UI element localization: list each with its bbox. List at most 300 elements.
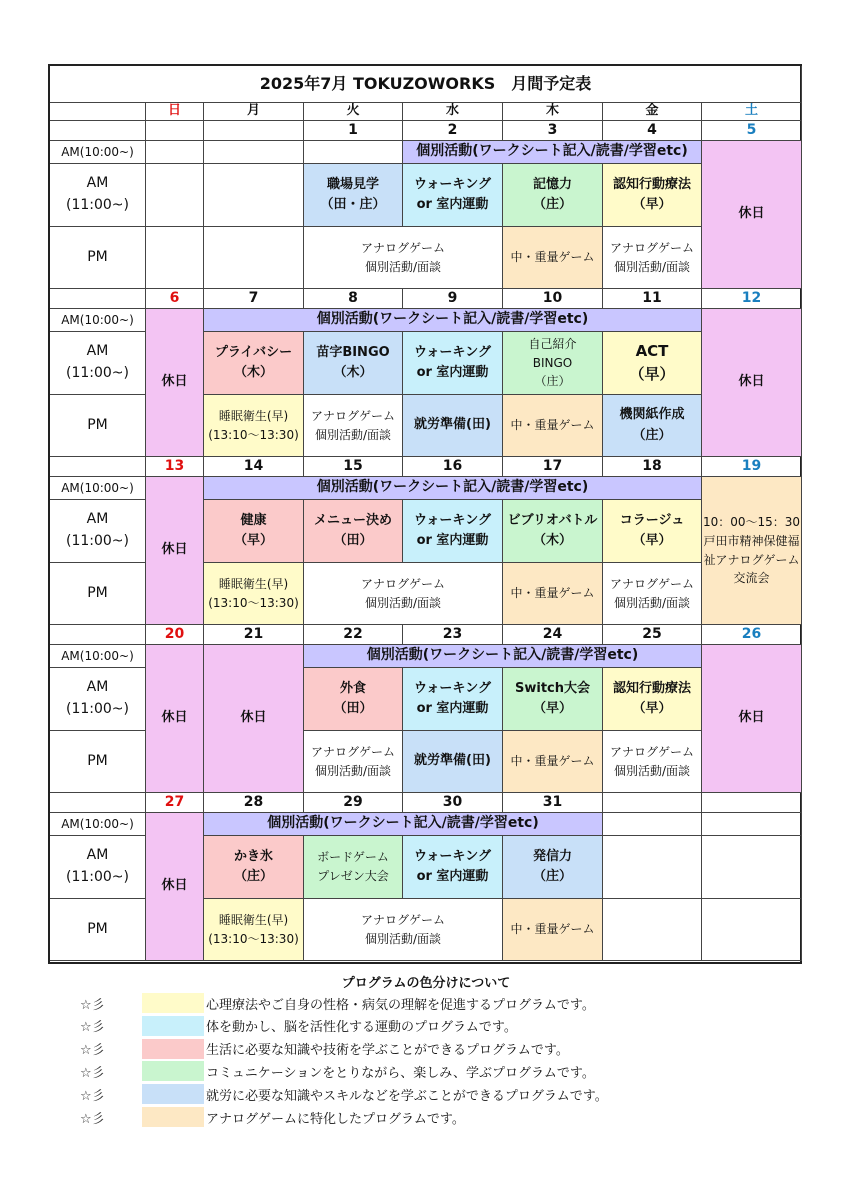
program-text: or 室内運動 <box>416 701 489 716</box>
legend-swatch <box>142 993 204 1013</box>
slot-label-am <box>50 164 146 227</box>
day-number <box>304 457 403 477</box>
day-number-text: 21 <box>243 625 264 642</box>
day-number-text: 26 <box>741 625 762 642</box>
empty-cell <box>702 899 802 961</box>
program-text: 個別活動(ワークシート記入/読書/学習etc) <box>416 143 688 160</box>
program-text: (13:10～13:30) <box>208 595 299 610</box>
day-number-text: 2 <box>447 121 458 138</box>
legend-text: 心理療法やご自身の性格・病気の理解を促進するプログラムです。 <box>206 997 595 1013</box>
program-text: 自己紹介 <box>528 337 577 352</box>
program-cell <box>503 731 603 793</box>
day-number <box>702 457 802 477</box>
program-text: アナログゲーム <box>360 576 445 591</box>
slot-label-am <box>50 836 146 899</box>
program-text: （田） <box>333 533 373 548</box>
day-number <box>603 793 702 813</box>
daynum-corner <box>50 457 146 477</box>
program-text: ACT <box>635 341 669 360</box>
day-number-text: 20 <box>164 625 185 642</box>
holiday-cell <box>146 813 204 961</box>
day-number <box>702 793 802 813</box>
program-text: 個別活動/面談 <box>314 763 392 778</box>
legend-row <box>80 992 595 1014</box>
day-number <box>304 793 403 813</box>
program-text: （庄） <box>532 869 572 884</box>
program-text: ウォーキング <box>413 848 492 864</box>
program-text: 中・重量ゲーム <box>510 754 595 769</box>
program-text: アナログゲーム <box>609 240 694 255</box>
day-number <box>146 793 204 813</box>
day-number-text: 27 <box>164 793 185 810</box>
slot-label-am <box>50 332 146 395</box>
day-number <box>603 121 702 141</box>
daynum-corner <box>50 121 146 141</box>
day-number <box>503 625 603 645</box>
day-number-text: 5 <box>746 121 757 138</box>
legend-swatch <box>142 1107 204 1127</box>
day-number-text: 11 <box>642 289 662 306</box>
day-number <box>403 625 503 645</box>
weekday-5 <box>603 103 702 121</box>
program-cell <box>503 668 603 731</box>
day-number <box>146 625 204 645</box>
program-cell <box>603 731 702 793</box>
program-cell <box>304 668 403 731</box>
day-number-text: 18 <box>642 457 662 474</box>
program-text: 休日 <box>161 374 188 390</box>
weekday-corner <box>50 103 146 121</box>
empty-cell <box>702 836 802 899</box>
program-text: 休日 <box>738 206 765 222</box>
program-text: 個別活動/面談 <box>613 763 691 778</box>
slot-label-am-early <box>50 141 146 164</box>
day-number <box>403 457 503 477</box>
star-mark: ☆彡 <box>80 1020 105 1036</box>
program-text: （庄） <box>532 197 572 212</box>
legend-swatch <box>142 1016 204 1036</box>
slot-label-text: AM <box>86 847 109 864</box>
slot-label-text: (11:00~) <box>66 869 129 885</box>
weekday-label: 金 <box>645 103 659 119</box>
program-text: （早） <box>632 533 672 548</box>
star-mark: ☆彡 <box>80 1088 105 1104</box>
program-cell <box>603 668 702 731</box>
program-cell <box>603 227 702 289</box>
holiday-cell <box>146 309 204 457</box>
program-text: （庄） <box>233 869 273 884</box>
program-cell <box>304 395 403 457</box>
program-text: 個別活動/面談 <box>364 595 442 610</box>
program-text: アナログゲーム <box>609 744 694 759</box>
program-text: 戸田市精神保健福 <box>703 533 800 548</box>
empty-cell <box>204 141 304 164</box>
program-cell <box>403 332 503 395</box>
program-text: アナログゲーム <box>360 912 445 927</box>
program-text: メニュー決め <box>313 512 392 528</box>
legend-text: アナログゲームに特化したプログラムです。 <box>206 1111 465 1127</box>
day-number-text: 7 <box>248 289 259 306</box>
slot-label-pm <box>50 731 146 793</box>
holiday-cell <box>702 645 802 793</box>
program-text: （早） <box>532 701 572 716</box>
page-title-text: 2025年7月 TOKUZOWORKS 月間予定表 <box>259 73 592 93</box>
empty-cell <box>702 813 802 836</box>
day-number-text: 30 <box>442 793 463 810</box>
legend-text: 生活に必要な知識や技術を学ぶことができるプログラムです。 <box>206 1043 569 1059</box>
weekday-label: 水 <box>445 103 459 119</box>
weekday-0 <box>146 103 204 121</box>
program-text: （木） <box>532 533 572 548</box>
day-number-text: 24 <box>542 625 563 642</box>
program-text: アナログゲーム <box>310 408 395 423</box>
day-number-text: 8 <box>348 289 358 306</box>
program-text: (13:10～13:30) <box>208 427 299 442</box>
page-title <box>50 66 802 103</box>
program-text: 外食 <box>339 680 366 696</box>
program-cell <box>403 731 503 793</box>
day-number <box>403 121 503 141</box>
day-number <box>204 289 304 309</box>
day-number-text: 19 <box>741 457 762 474</box>
legend-swatch <box>142 1039 204 1059</box>
program-text: or 室内運動 <box>416 533 489 548</box>
day-number-text: 4 <box>647 121 657 138</box>
program-text: BINGO <box>532 355 573 370</box>
day-number <box>204 121 304 141</box>
legend-swatch <box>142 1061 204 1081</box>
program-cell <box>503 332 603 395</box>
slot-label-pm <box>50 395 146 457</box>
program-text: or 室内運動 <box>416 197 489 212</box>
program-text: （庄） <box>534 374 571 389</box>
program-cell <box>204 899 304 961</box>
program-text: ウォーキング <box>413 344 492 360</box>
empty-cell <box>603 899 702 961</box>
program-text: 記憶力 <box>532 176 572 192</box>
program-cell <box>702 477 802 625</box>
day-number-text: 16 <box>442 457 463 474</box>
program-text: 個別活動/面談 <box>613 595 691 610</box>
day-number <box>403 289 503 309</box>
day-number-text: 15 <box>343 457 363 474</box>
slot-label-text: AM <box>86 343 109 360</box>
day-number <box>702 625 802 645</box>
holiday-cell <box>702 141 802 289</box>
program-text: （田・庄） <box>320 197 386 212</box>
star-mark: ☆彡 <box>80 1065 105 1081</box>
star-mark: ☆彡 <box>80 997 105 1013</box>
program-text: 個別活動(ワークシート記入/読書/学習etc) <box>267 815 539 832</box>
program-cell <box>503 563 603 625</box>
program-text: 苗字BINGO <box>316 344 390 360</box>
program-text: プレゼン大会 <box>317 869 389 883</box>
program-text: アナログゲーム <box>310 744 395 759</box>
program-cell <box>403 668 503 731</box>
program-text: 10：00～15：30 <box>702 515 801 530</box>
slot-label-text: AM(10:00~) <box>61 480 134 495</box>
slot-label-text: AM(10:00~) <box>61 648 134 663</box>
program-text: ボードゲーム <box>317 850 389 865</box>
program-text: 中・重量ゲーム <box>510 418 595 433</box>
day-number-text: 13 <box>164 457 185 474</box>
day-number-text: 22 <box>343 625 363 642</box>
day-number-text: 10 <box>542 289 563 306</box>
program-cell <box>603 332 702 395</box>
program-text: （庄） <box>632 427 672 443</box>
program-text: 認知行動療法 <box>612 680 691 696</box>
slot-label-text: PM <box>87 248 108 265</box>
program-cell <box>503 227 603 289</box>
day-number-text: 23 <box>442 625 463 642</box>
program-cell <box>204 563 304 625</box>
program-cell <box>204 332 304 395</box>
legend-row <box>80 1106 465 1128</box>
day-number-text: 31 <box>542 793 563 810</box>
individual-activity-bar <box>204 309 702 332</box>
weekday-label: 月 <box>246 103 260 119</box>
slot-label-pm <box>50 227 146 289</box>
program-text: 中・重量ゲーム <box>510 586 595 601</box>
weekday-label: 木 <box>545 103 559 119</box>
legend-row <box>80 1083 608 1105</box>
weekday-label: 日 <box>167 103 181 119</box>
day-number-text: 1 <box>348 121 358 138</box>
program-text: 中・重量ゲーム <box>510 922 595 937</box>
legend-row <box>80 1038 569 1060</box>
program-text: Switch大会 <box>514 680 590 696</box>
program-text: or 室内運動 <box>416 869 489 884</box>
program-text: 個別活動(ワークシート記入/読書/学習etc) <box>316 479 589 496</box>
empty-cell <box>146 227 204 289</box>
slot-label-pm <box>50 563 146 625</box>
program-cell <box>304 227 503 289</box>
weekday-3 <box>403 103 503 121</box>
program-text: 個別活動(ワークシート記入/読書/学習etc) <box>316 311 589 328</box>
day-number-text: 29 <box>343 793 363 810</box>
program-text: 個別活動/面談 <box>314 427 392 442</box>
program-cell <box>503 836 603 899</box>
program-cell <box>304 836 403 899</box>
program-cell <box>603 500 702 563</box>
program-text: 認知行動療法 <box>612 176 691 192</box>
day-number-text: 14 <box>243 457 264 474</box>
program-text: アナログゲーム <box>360 240 445 255</box>
program-text: アナログゲーム <box>609 576 694 591</box>
day-number <box>702 121 802 141</box>
legend-row <box>80 1060 595 1082</box>
daynum-corner <box>50 625 146 645</box>
weekday-1 <box>204 103 304 121</box>
program-text: 休日 <box>161 710 188 726</box>
slot-label-am-early <box>50 477 146 500</box>
program-text: 祉アナログゲーム <box>703 552 800 567</box>
slot-label-text: AM <box>86 175 109 192</box>
day-number <box>702 289 802 309</box>
weekday-2 <box>304 103 403 121</box>
program-cell <box>503 164 603 227</box>
program-cell <box>403 395 503 457</box>
program-cell <box>403 836 503 899</box>
program-cell <box>503 395 603 457</box>
slot-label-text: AM(10:00~) <box>61 312 134 327</box>
program-text: 交流会 <box>733 571 770 586</box>
daynum-corner <box>50 289 146 309</box>
program-cell <box>503 899 603 961</box>
program-text: 発信力 <box>532 848 572 864</box>
program-text: 睡眠衛生(早) <box>218 912 289 927</box>
program-cell <box>304 500 403 563</box>
day-number <box>204 457 304 477</box>
slot-label-text: PM <box>87 920 108 937</box>
program-cell <box>603 563 702 625</box>
day-number-text: 25 <box>642 625 662 642</box>
slot-label-am-early <box>50 645 146 668</box>
weekday-4 <box>503 103 603 121</box>
program-text: （早） <box>632 701 672 716</box>
empty-cell <box>603 813 702 836</box>
day-number-text: 17 <box>542 457 563 474</box>
program-text: 休日 <box>240 710 267 726</box>
empty-cell <box>146 164 204 227</box>
day-number <box>603 289 702 309</box>
holiday-cell <box>146 645 204 793</box>
program-text: 休日 <box>738 710 765 726</box>
program-text: 個別活動/面談 <box>613 259 691 274</box>
holiday-cell <box>702 309 802 457</box>
program-cell <box>403 164 503 227</box>
legend-row <box>80 1015 517 1037</box>
weekday-6 <box>702 103 802 121</box>
program-text: ウォーキング <box>413 512 492 528</box>
day-number <box>304 289 403 309</box>
program-text: 睡眠衛生(早) <box>218 408 289 423</box>
program-text: 職場見学 <box>326 176 379 192</box>
star-mark: ☆彡 <box>80 1043 105 1059</box>
legend-text: コミュニケーションをとりながら、楽しみ、学ぶプログラムです。 <box>206 1065 595 1081</box>
slot-label-text: (11:00~) <box>66 701 129 717</box>
individual-activity-bar <box>204 477 702 500</box>
program-text: 休日 <box>161 878 188 894</box>
slot-label-text: AM(10:00~) <box>61 816 134 831</box>
day-number <box>204 625 304 645</box>
day-number <box>503 121 603 141</box>
slot-label-pm <box>50 899 146 961</box>
slot-label-text: AM <box>86 679 109 696</box>
program-text: (13:10～13:30) <box>208 931 299 946</box>
slot-label-am-early <box>50 813 146 836</box>
program-text: or 室内運動 <box>416 365 489 380</box>
program-text: ウォーキング <box>413 680 492 696</box>
program-cell <box>204 500 304 563</box>
program-cell <box>304 899 503 961</box>
program-text: 個別活動/面談 <box>364 259 442 274</box>
individual-activity-bar <box>304 645 702 668</box>
day-number <box>503 457 603 477</box>
program-text: 個別活動(ワークシート記入/読書/学習etc) <box>366 647 639 664</box>
program-cell <box>503 500 603 563</box>
day-number <box>603 625 702 645</box>
day-number <box>603 457 702 477</box>
program-text: （木） <box>333 365 373 380</box>
day-number <box>503 289 603 309</box>
program-text: （田） <box>333 701 373 716</box>
program-text: コラージュ <box>619 512 685 528</box>
program-cell <box>603 395 702 457</box>
day-number-text: 6 <box>169 289 180 306</box>
slot-label-am-early <box>50 309 146 332</box>
program-cell <box>304 563 503 625</box>
program-text: 睡眠衛生(早) <box>218 576 289 591</box>
day-number <box>204 793 304 813</box>
day-number-text: 9 <box>447 289 458 306</box>
program-cell <box>603 164 702 227</box>
star-mark: ☆彡 <box>80 1111 105 1127</box>
slot-label-text: AM <box>86 511 109 528</box>
program-text: （早） <box>233 533 273 548</box>
program-cell <box>204 836 304 899</box>
program-cell <box>304 731 403 793</box>
empty-cell <box>146 141 204 164</box>
holiday-cell <box>146 477 204 625</box>
individual-activity-bar <box>204 813 603 836</box>
program-text: 就労準備(田) <box>414 753 491 769</box>
slot-label-text: PM <box>87 752 108 769</box>
program-text: （早） <box>629 365 675 383</box>
program-cell <box>204 395 304 457</box>
program-cell <box>403 500 503 563</box>
legend-title: プログラムの色分けについて <box>341 976 511 991</box>
monthly-schedule-table <box>48 64 802 964</box>
program-text: 個別活動/面談 <box>364 931 442 946</box>
program-text: 休日 <box>161 542 188 558</box>
day-number <box>503 793 603 813</box>
day-number-text: 12 <box>741 289 762 306</box>
program-cell <box>304 164 403 227</box>
weekday-label: 土 <box>744 103 758 119</box>
empty-cell <box>204 164 304 227</box>
legend-text: 就労に必要な知識やスキルなどを学ぶことができるプログラムです。 <box>206 1088 608 1104</box>
program-text: 中・重量ゲーム <box>510 250 595 265</box>
slot-label-am <box>50 668 146 731</box>
program-text: ウォーキング <box>413 176 492 192</box>
slot-label-text: (11:00~) <box>66 197 129 213</box>
program-text: かき氷 <box>233 848 273 864</box>
program-text: 健康 <box>240 512 267 528</box>
day-number-text: 28 <box>243 793 264 810</box>
day-number <box>146 289 204 309</box>
day-number <box>146 457 204 477</box>
weekday-label: 火 <box>346 103 360 119</box>
day-number <box>304 625 403 645</box>
individual-activity-bar <box>403 141 702 164</box>
day-number <box>146 121 204 141</box>
slot-label-text: PM <box>87 584 108 601</box>
program-text: （早） <box>632 197 672 212</box>
program-text: ビブリオバトル <box>507 512 598 528</box>
empty-cell <box>204 227 304 289</box>
program-text: （木） <box>233 365 273 380</box>
empty-cell <box>603 836 702 899</box>
program-cell <box>304 332 403 395</box>
day-number <box>403 793 503 813</box>
program-text: 休日 <box>738 374 765 390</box>
slot-label-text: AM(10:00~) <box>61 144 134 159</box>
program-text: プライバシー <box>214 344 293 360</box>
legend-swatch <box>142 1084 204 1104</box>
slot-label-text: PM <box>87 416 108 433</box>
program-text: 就労準備(田) <box>414 417 491 433</box>
